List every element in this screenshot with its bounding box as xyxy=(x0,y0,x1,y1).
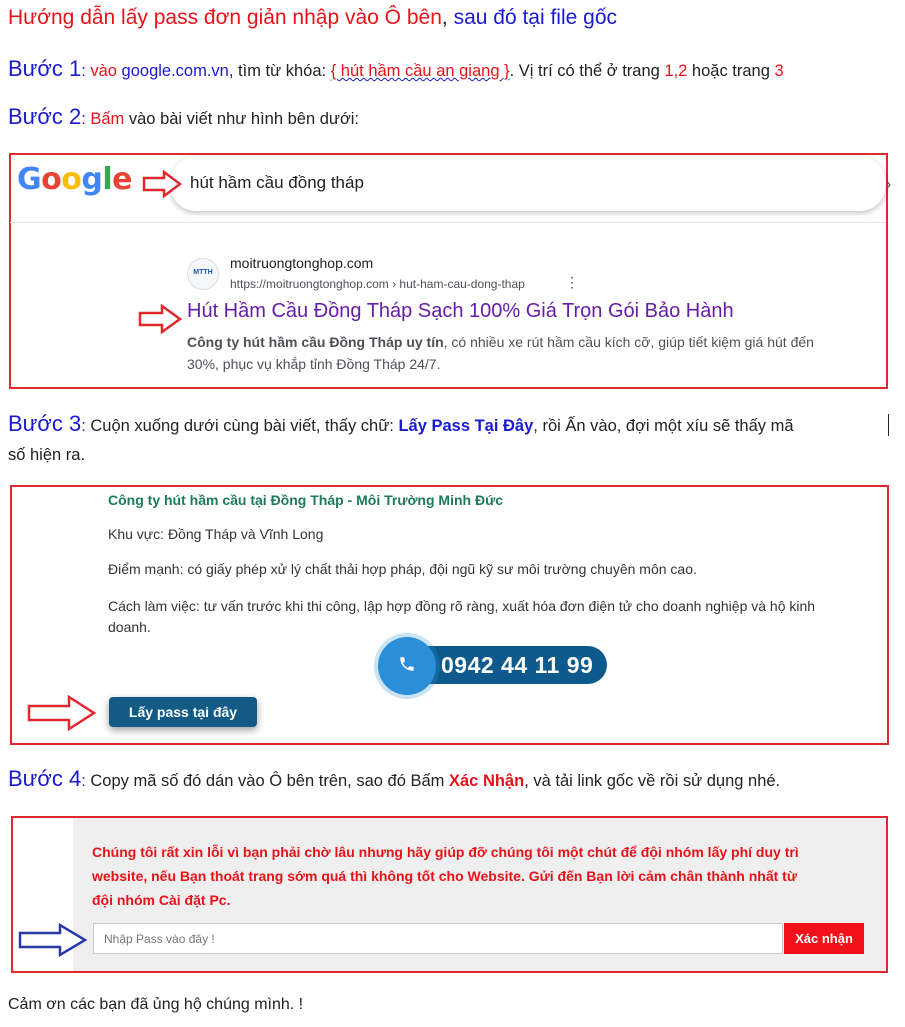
step-2-colon: : xyxy=(81,110,91,128)
article-heading: Công ty hút hầm cầu tại Đồng Tháp - Môi Trường Minh Đức xyxy=(108,492,503,508)
step-1 xyxy=(8,56,784,82)
arrow-right-icon xyxy=(142,170,182,198)
google-divider xyxy=(10,222,886,223)
step-4-text: Copy mã số đó dán vào Ô bên trên, sao đó Bấm xyxy=(90,772,449,790)
step-1-pages: 1,2 xyxy=(664,62,688,80)
step-1-domain: google.com.vn xyxy=(121,62,229,80)
step-3-colon: : xyxy=(81,417,91,435)
apology-text xyxy=(92,840,882,912)
step-1-text3: . Vị trí có thể ở trang xyxy=(509,62,665,80)
title-part1: Hướng dẫn lấy pass đơn giản nhập vào Ô bên xyxy=(8,6,442,29)
apology-line1: Chúng tôi rất xin lỗi vì bạn phải chờ lâu nhưng hãy giúp đỡ chúng tôi một chút để đội nhóm lấy phí duy trì xyxy=(92,844,799,860)
google-logo-letter: e xyxy=(112,162,133,197)
google-logo xyxy=(17,162,132,197)
google-search-chevron-icon: › xyxy=(886,176,892,193)
title-sep: , xyxy=(441,6,448,29)
article-strength: Điểm mạnh: có giấy phép xử lý chất thải hợp pháp, đội ngũ kỹ sư môi trường chuyên môn cao. xyxy=(108,561,697,577)
result-snippet xyxy=(187,331,887,375)
snippet-rest: , có nhiều xe rút hầm cầu kích cỡ, giúp tiết kiệm giá hút đến xyxy=(443,334,814,350)
step-3-text2: , rồi Ấn vào, đợi một xíu sẽ thấy mã xyxy=(533,417,794,435)
step-2-verb: Bấm xyxy=(90,110,125,128)
site-favicon xyxy=(187,258,219,290)
article-method-line2: doanh. xyxy=(108,619,151,635)
title-part2: sau đó tại file gốc xyxy=(447,6,618,29)
google-logo-letter: G xyxy=(17,162,42,197)
google-logo-letter: l xyxy=(102,162,113,197)
article-method xyxy=(108,596,815,638)
step-4-colon: : xyxy=(81,772,91,790)
favicon-text: MTTH xyxy=(193,269,213,276)
arrow-right-icon xyxy=(18,923,88,957)
apology-line3: đội nhóm Cài đặt Pc. xyxy=(92,892,231,908)
step-1-text2: , tìm từ khóa: xyxy=(228,62,331,80)
phone-number: 0942 44 11 99 xyxy=(441,652,594,678)
step-2-label: Bước 2 xyxy=(8,104,82,129)
result-site-name: moitruongtonghop.com xyxy=(230,255,374,271)
step-3-text: Cuộn xuống dưới cùng bài viết, thấy chữ: xyxy=(90,417,399,435)
apology-line2: website, nếu Bạn thoát trang sớm quá thì không tốt cho Website. Gửi đến Bạn lời cảm chân thành nhất từ xyxy=(92,868,797,884)
result-url[interactable]: https://moitruongtonghop.com › hut-ham-cau-dong-thap xyxy=(230,277,525,291)
step-1-label: Bước 1 xyxy=(8,56,82,81)
pass-input[interactable] xyxy=(93,923,783,954)
article-method-line1: Cách làm việc: tư vấn trước khi thi công, lập hợp đồng rõ ràng, xuất hóa đơn điện tử cho doanh nghiệp và hộ kinh xyxy=(108,598,816,614)
step-1-text: vào xyxy=(90,62,122,80)
step-3-text3: số hiện ra. xyxy=(8,446,86,464)
page-title xyxy=(8,6,617,30)
step-1-keyword: { hút hầm cầu an giang } xyxy=(330,62,510,80)
more-options-icon[interactable]: ⋮ xyxy=(565,274,579,290)
text-cursor xyxy=(888,414,889,436)
google-logo-letter: o xyxy=(41,162,62,197)
step-2 xyxy=(8,104,359,130)
google-logo-letter: g xyxy=(81,162,103,197)
result-title-link[interactable]: Hút Hầm Cầu Đồng Tháp Sạch 100% Giá Trọn Gói Bảo Hành xyxy=(187,300,734,322)
google-logo-letter: o xyxy=(61,162,82,197)
step-3-label: Bước 3 xyxy=(8,411,82,436)
step-4 xyxy=(8,766,780,792)
step-1-colon: : xyxy=(81,62,91,80)
arrow-right-icon xyxy=(138,304,182,334)
confirm-button[interactable]: Xác nhận xyxy=(784,923,864,954)
step-1-page3: 3 xyxy=(774,62,784,80)
step-1-text4: hoặc trang xyxy=(687,62,775,80)
step-3-link-word: Lấy Pass Tại Đây xyxy=(398,417,534,435)
step-4-text2: , và tải link gốc về rồi sử dụng nhé. xyxy=(524,772,781,790)
step-2-text: vào bài viết như hình bên dưới: xyxy=(124,110,360,128)
thanks-text: Cảm ơn các bạn đã ủng hộ chúng mình. ! xyxy=(8,996,304,1013)
step-3 xyxy=(8,411,794,437)
step-4-confirm-word: Xác Nhận xyxy=(449,772,525,790)
snippet-bold: Công ty hút hầm cầu Đồng Tháp uy tín xyxy=(187,334,444,350)
get-pass-button[interactable]: Lấy pass tại đây xyxy=(109,697,257,727)
phone-circle[interactable] xyxy=(378,637,436,695)
arrow-right-icon xyxy=(27,695,97,731)
snippet-line2: 30%, phục vụ khắp tỉnh Đồng Tháp 24/7. xyxy=(187,356,441,372)
step-4-label: Bước 4 xyxy=(8,766,82,791)
phone-icon xyxy=(398,655,416,673)
article-area: Khu vực: Đồng Tháp và Vĩnh Long xyxy=(108,526,324,542)
google-search-query[interactable]: hút hầm cầu đồng tháp xyxy=(190,173,364,192)
